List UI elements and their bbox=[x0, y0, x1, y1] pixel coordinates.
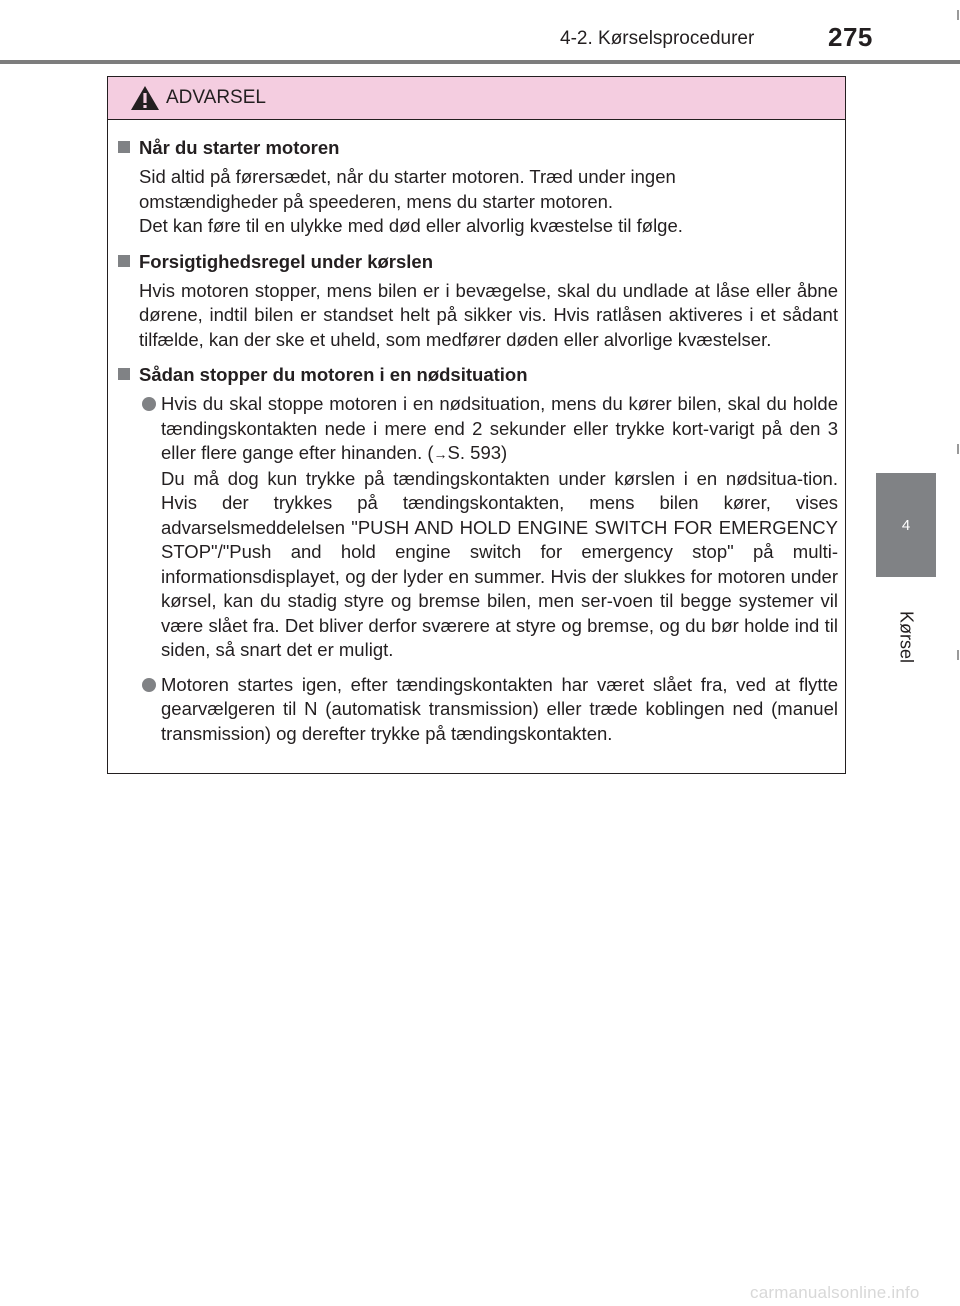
square-bullet-icon bbox=[118, 255, 130, 267]
round-bullet-icon bbox=[142, 678, 156, 692]
chapter-label: Kørsel bbox=[896, 610, 917, 664]
watermark: carmanualsonline.info bbox=[750, 1283, 920, 1302]
warning-header bbox=[108, 77, 845, 120]
body-line: Sid altid på førersædet, når du starter motoren. Træd under ingen bbox=[139, 166, 676, 187]
list-item bbox=[142, 392, 838, 663]
section-title-text: Når du starter motoren bbox=[139, 137, 340, 158]
chapter-label-tab[interactable] bbox=[876, 578, 936, 696]
body-line: omstændigheder på speederen, mens du starter motoren. bbox=[139, 190, 614, 212]
warning-triangle-icon bbox=[130, 85, 160, 111]
body-line: Det kan føre til en ulykke med død eller alvorlig kvæstelse til følge. bbox=[139, 215, 683, 236]
crop-mark bbox=[957, 650, 959, 660]
section-title bbox=[116, 249, 838, 275]
arrow-right-icon: → bbox=[433, 446, 448, 462]
crop-mark bbox=[957, 10, 959, 20]
warning-title: ADVARSEL bbox=[166, 87, 266, 108]
bullet-paragraph: Motoren startes igen, efter tændingskontakten har været slået fra, ved at flytte gearvælgeren til N (automatisk transmission) eller træde koblingen ned (manuel transmission) og derefter trykke på tændingskontakten. bbox=[161, 673, 838, 744]
chapter-tab[interactable] bbox=[876, 473, 936, 577]
warning-box bbox=[107, 76, 846, 774]
section-title bbox=[116, 135, 838, 161]
bullet-paragraph: Du må dog kun trykke på tændingskontakten under kørslen i en nødsitua-tion. Hvis der trykkes på tændingskontakten, mens bilen kører, vises advarselsmeddelelsen "PUSH AND HOLD ENGINE SWITCH FOR EMERGENCY STOP"/"Push and hold engine switch for emergency stop" på multi-informationsdisplayet, og der lyder en summer. Hvis der slukkes for motoren under kørsel, kan du stadig styre og bremse bilen, men ser-voen til begge systemer vil være slået fra. Det bliver derfor sværere at styre og bremse, og du bør holde ind til siden, så snart det er muligt. bbox=[161, 467, 838, 660]
section-title-text: Sådan stopper du motoren i en nødsituation bbox=[139, 364, 528, 385]
page-reference-link[interactable]: S. 593) bbox=[447, 442, 508, 463]
round-bullet-icon bbox=[142, 397, 156, 411]
square-bullet-icon bbox=[118, 141, 130, 153]
list-item bbox=[142, 673, 838, 747]
section-body: Hvis motoren stopper, mens bilen er i bevægelse, skal du undlade at låse eller åbne dørene, indtil bilen er standset helt på sikker vis. Hvis ratlåsen aktiveres i et sådant tilfælde, kan der ske et uheld, som medfører døden eller alvorlige kvæstelser. bbox=[139, 279, 838, 350]
section-body bbox=[139, 165, 838, 239]
section-title bbox=[116, 362, 838, 388]
section-heading: 4-2. Kørselsprocedurer bbox=[560, 28, 755, 49]
crop-mark bbox=[957, 444, 959, 454]
bullet-text: Hvis du skal stoppe motoren i en nødsituation, mens du kører bilen, skal du holde tændingskontakten nede i mere end 2 sekunder eller trykke kort-varigt på den 3 eller flere gange efter hinanden. ( bbox=[161, 393, 838, 463]
square-bullet-icon bbox=[118, 368, 130, 380]
chapter-number: 4 bbox=[901, 517, 911, 534]
warning-content bbox=[116, 135, 838, 756]
page-number: 275 bbox=[828, 22, 873, 52]
section-title-text: Forsigtighedsregel under kørslen bbox=[139, 250, 434, 272]
bullet-paragraph bbox=[161, 392, 838, 467]
header-rule bbox=[0, 60, 960, 64]
